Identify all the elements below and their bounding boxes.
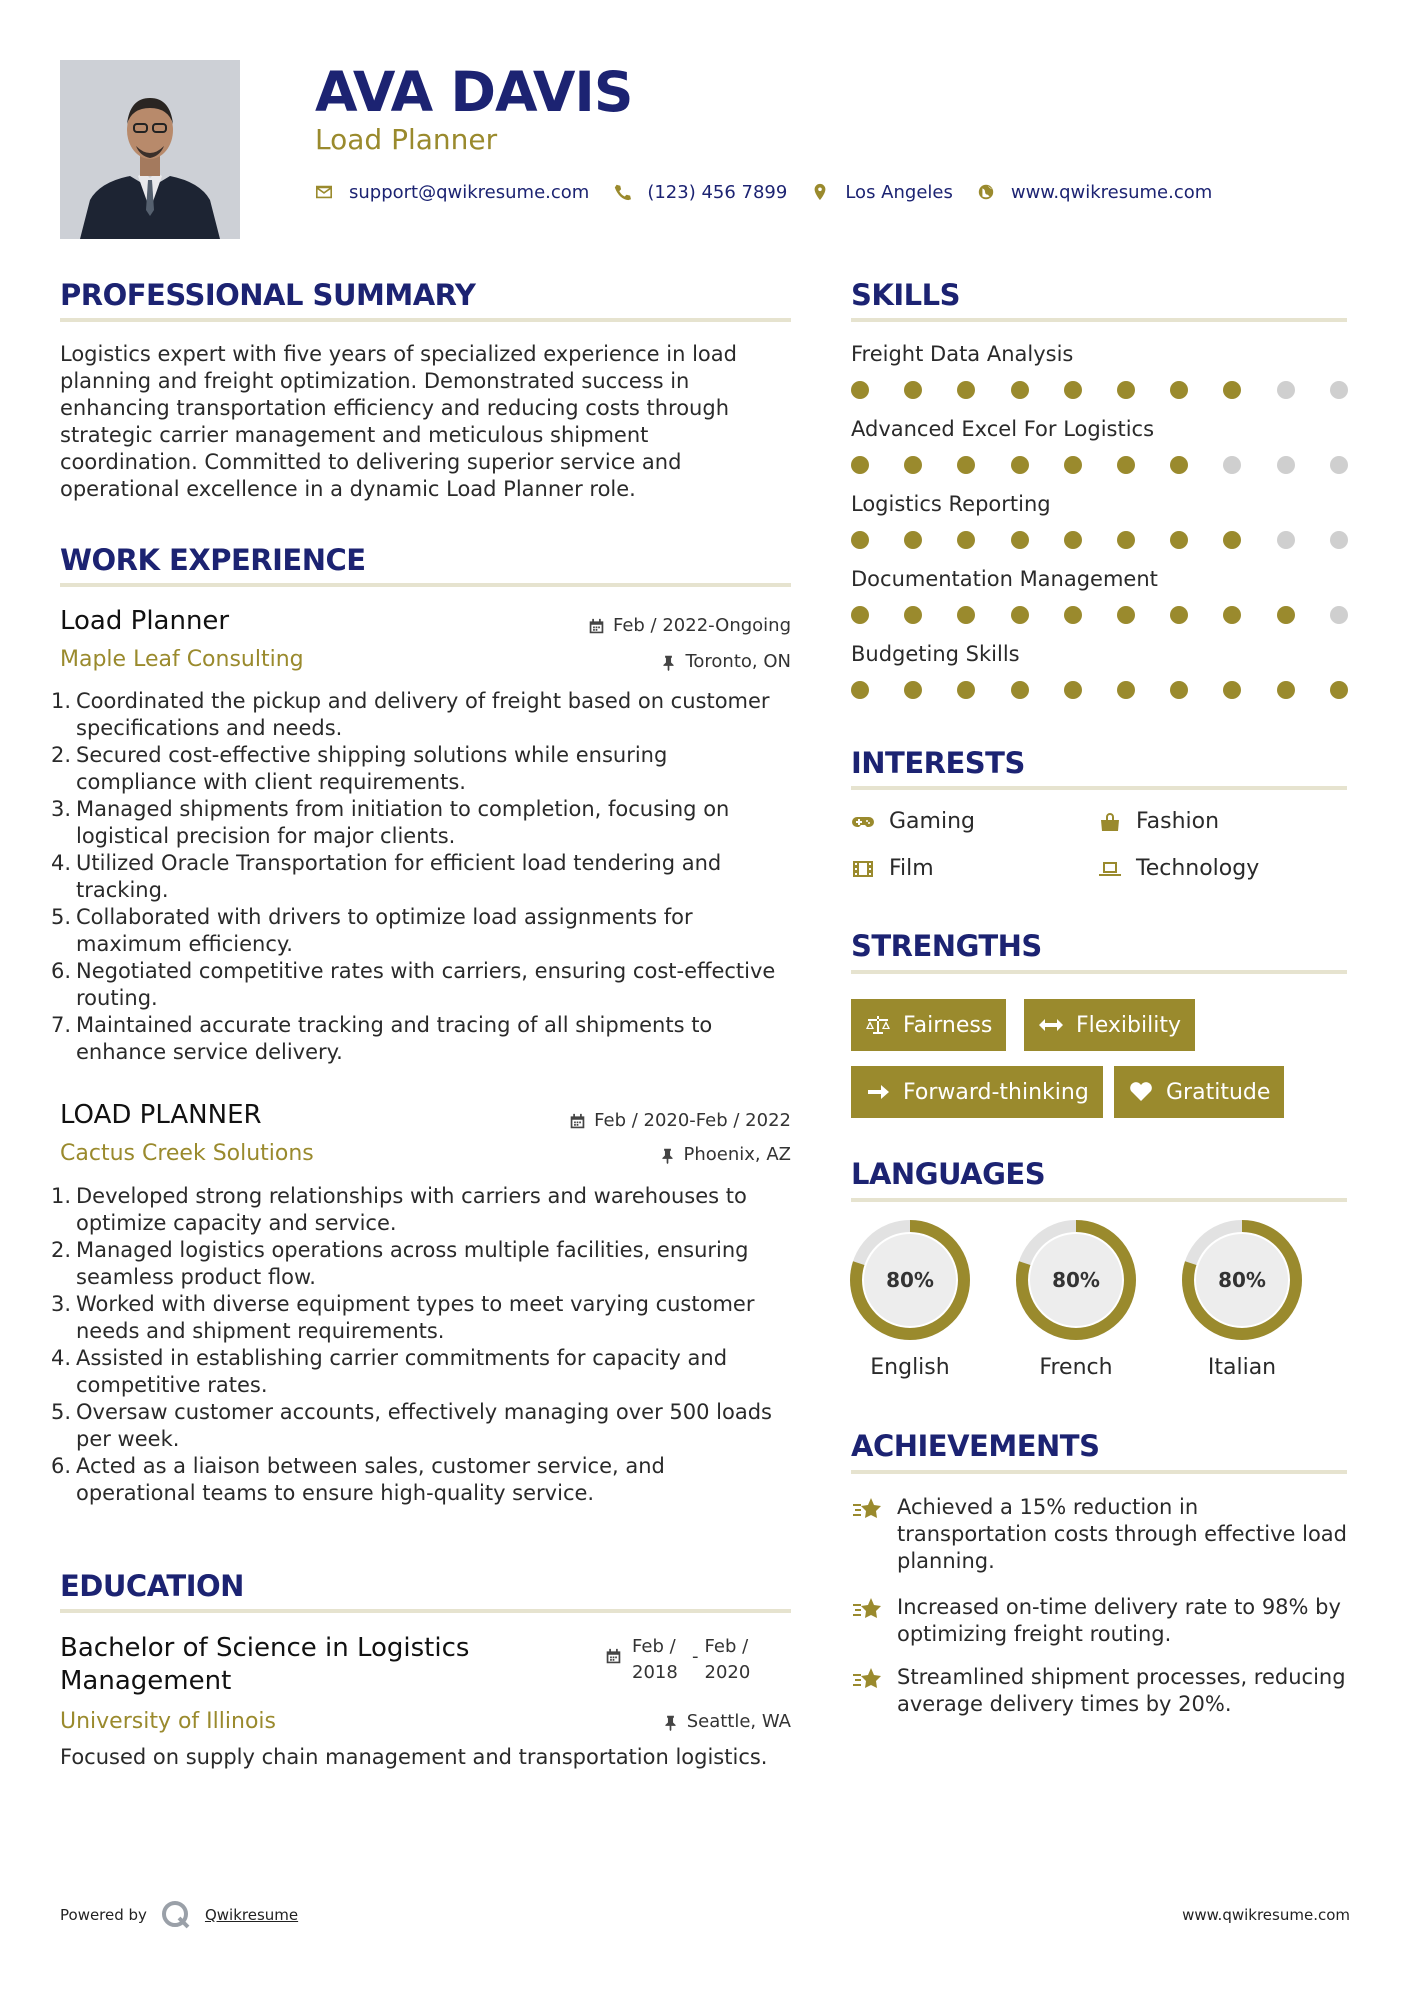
qwikresume-logo-icon [161,1900,191,1930]
skill-rating-dot [1223,456,1241,474]
skill-rating-dot [1064,681,1082,699]
skill-rating-dot [851,456,869,474]
film-icon [851,858,875,880]
skill-name: Budgeting Skills [851,642,1020,666]
education-divider [60,1609,791,1613]
strength-forward-thinking: Forward-thinking [851,1066,1103,1118]
contact-website[interactable] [977,182,1212,203]
interests-heading: INTERESTS [851,746,1025,780]
experience-heading: WORK EXPERIENCE [60,543,366,577]
strength-gratitude: Gratitude [1114,1066,1284,1118]
skill-rating-dot [1011,531,1029,549]
skill-rating-dot [1064,531,1082,549]
list-item: 7. Maintained accurate tracking and tracing of all shipments to enhance service delivery. [51,1013,713,1064]
skill-rating-dot [1330,606,1348,624]
interest-technology: Technology [1098,855,1259,883]
skill-rating-dot [1117,381,1135,399]
strengths-divider [851,970,1347,974]
language-french [1014,1218,1138,1382]
language-name: French [1039,1355,1113,1380]
skill-rating-dot [1223,681,1241,699]
shooting-star-icon [851,1664,883,1694]
list-item: 2. Managed logistics operations across multiple facilities, ensuring seamless product flow. [51,1238,749,1289]
interest-fashion: Fashion [1098,808,1219,836]
calendar-icon [605,1648,622,1665]
job-bullets [51,688,791,1066]
shopping-bag-icon [1098,811,1122,833]
date-separator: - [692,1646,699,1667]
strength-flexibility: Flexibility [1024,999,1195,1051]
achievement-item: Increased on-time delivery rate to 98% by optimizing freight routing. [851,1594,1351,1648]
summary-divider [60,318,791,322]
skill-rating-dot [1170,606,1188,624]
skill-rating-dot [957,606,975,624]
achievements-heading: ACHIEVEMENTS [851,1429,1100,1463]
skill-rating-dot [904,531,922,549]
language-percent: 80% [1218,1268,1266,1292]
skill-rating-dot [957,381,975,399]
language-name: English [870,1355,950,1380]
list-item: 1. Coordinated the pickup and delivery of freight based on customer specifications and needs. [51,689,770,740]
language-italian [1180,1218,1304,1382]
qwikresume-link[interactable]: Qwikresume [204,1906,299,1924]
skill-rating-dot [1277,531,1295,549]
email-text: support@qwikresume.com [349,181,590,203]
education-end: Feb / 2020 [704,1636,751,1683]
language-name: Italian [1207,1355,1277,1380]
skill-rating-dot [1011,606,1029,624]
skill-rating-dot [1011,681,1029,699]
skill-rating-dot [1277,606,1295,624]
skill-rating-dot [1170,456,1188,474]
calendar-icon [588,618,605,635]
degree-title: Bachelor of Science in Logistics Management [60,1633,470,1696]
skill-rating [851,381,1347,399]
skill-rating-dot [1117,531,1135,549]
languages-divider [851,1198,1347,1202]
laptop-icon [1098,858,1122,880]
candidate-role: Load Planner [315,123,498,156]
footer-website[interactable]: www.qwikresume.com [1182,1906,1350,1924]
list-item: 6. Acted as a liaison between sales, customer service, and operational teams to ensure high-quality service. [51,1454,665,1505]
gamepad-icon [851,811,875,833]
skill-rating-dot [1117,456,1135,474]
skills-heading: SKILLS [851,278,960,312]
map-marker-icon [811,183,829,201]
contact-bar [315,178,1236,206]
language-english [848,1218,972,1382]
website-text: www.qwikresume.com [1010,181,1213,203]
pushpin-icon [662,1714,679,1731]
school-location: Seattle, WA [480,1711,791,1733]
job-location: Toronto, ON [480,651,791,673]
skill-name: Advanced Excel For Logistics [851,417,1155,441]
skill-rating-dot [1011,456,1029,474]
strengths-heading: STRENGTHS [851,929,1042,963]
skill-rating-dot [851,531,869,549]
job-title: LOAD PLANNER [60,1100,262,1130]
job-date: Feb / 2020-Feb / 2022 [480,1110,791,1132]
interest-film: Film [851,855,934,883]
skill-rating-dot [1223,606,1241,624]
skill-rating-dot [957,681,975,699]
skill-rating-dot [904,456,922,474]
skill-rating-dot [904,606,922,624]
list-item: 5. Oversaw customer accounts, effectively managing over 500 loads per week. [51,1400,772,1451]
skill-rating-dot [1011,381,1029,399]
skill-rating-dot [1117,606,1135,624]
pushpin-icon [659,1147,676,1164]
skill-rating-dot [851,681,869,699]
contact-phone[interactable] [613,182,787,203]
skill-rating-dot [1330,531,1348,549]
skill-rating-dot [1277,456,1295,474]
shooting-star-icon [851,1594,883,1624]
skill-rating-dot [851,606,869,624]
education-dates [605,1634,757,1686]
skill-rating-dot [1064,456,1082,474]
list-item: 4. Utilized Oracle Transportation for efficient load tendering and tracking. [51,851,722,902]
profile-photo [60,60,240,239]
envelope-icon [315,183,333,201]
footer-powered-by: Powered by Qwikresume [60,1900,298,1930]
skill-rating [851,681,1347,699]
pushpin-icon [660,654,677,671]
skill-rating-dot [1170,381,1188,399]
company-name: Maple Leaf Consulting [60,647,304,672]
skill-rating-dot [957,531,975,549]
skill-rating-dot [1330,381,1348,399]
education-description: Focused on supply chain management and transportation logistics. [60,1745,768,1769]
phone-text: (123) 456 7899 [647,181,788,203]
skill-rating-dot [1064,606,1082,624]
interest-gaming: Gaming [851,808,975,836]
strength-fairness: Fairness [851,999,1006,1051]
skill-name: Documentation Management [851,567,1158,591]
achievements-divider [851,1470,1347,1474]
achievement-item: Achieved a 15% reduction in transportation costs through effective load planning. [851,1494,1351,1575]
skill-rating-dot [851,381,869,399]
language-percent: 80% [1052,1268,1100,1292]
job-title: Load Planner [60,606,230,636]
skill-rating-dot [1170,531,1188,549]
education-start: Feb / 2018 [632,1636,678,1683]
arrow-right-icon [865,1081,891,1103]
list-item: 6. Negotiated competitive rates with carriers, ensuring cost-effective routing. [51,959,776,1010]
company-name: Cactus Creek Solutions [60,1141,314,1166]
language-percent: 80% [886,1268,934,1292]
arrows-horizontal-icon [1038,1014,1064,1036]
interests-divider [851,786,1347,790]
heart-icon [1128,1081,1154,1103]
skill-rating-dot [1277,381,1295,399]
skill-rating-dot [1064,381,1082,399]
job-bullets [51,1183,791,1507]
location-text: Los Angeles [845,181,953,203]
list-item: 3. Worked with diverse equipment types to meet varying customer needs and shipment requirements. [51,1292,755,1343]
list-item: 2. Secured cost-effective shipping solutions while ensuring compliance with client requirements. [51,743,668,794]
skill-rating-dot [904,381,922,399]
skill-rating [851,606,1347,624]
skill-rating-dot [1277,681,1295,699]
list-item: 1. Developed strong relationships with carriers and warehouses to optimize capacity and service. [51,1184,747,1235]
education-heading: EDUCATION [60,1569,244,1603]
achievement-item: Streamlined shipment processes, reducing average delivery times by 20%. [851,1664,1351,1718]
skill-rating-dot [957,456,975,474]
calendar-icon [569,1113,586,1130]
experience-divider [60,583,791,587]
skill-rating-dot [1330,456,1348,474]
skill-rating-dot [1330,681,1348,699]
skill-rating-dot [1117,681,1135,699]
skills-divider [851,318,1347,322]
candidate-name: AVA DAVIS [315,60,633,124]
job-date: Feb / 2022-Ongoing [480,615,791,637]
balance-scale-icon [865,1014,891,1036]
languages-heading: LANGUAGES [851,1157,1046,1191]
list-item: 5. Collaborated with drivers to optimize load assignments for maximum efficiency. [51,905,693,956]
school-name: University of Illinois [60,1709,276,1734]
skill-rating-dot [1223,531,1241,549]
skill-rating-dot [904,681,922,699]
list-item: 4. Assisted in establishing carrier commitments for capacity and competitive rates. [51,1346,728,1397]
shooting-star-icon [851,1494,883,1524]
globe-icon [977,183,995,201]
contact-email[interactable] [315,182,589,203]
phone-icon [613,183,631,201]
skill-rating [851,531,1347,549]
skill-rating-dot [1223,381,1241,399]
summary-text: Logistics expert with five years of specialized experience in load planning and freight optimization. Demonstrated success in enhancing transportation efficiency and reducing costs through strategic carrier management and meticulous shipment coordination. Committed to delivering superior service and operational excellence in a dynamic Load Planner role. [60,342,737,501]
skill-name: Freight Data Analysis [851,342,1074,366]
skill-rating-dot [1170,681,1188,699]
summary-heading: PROFESSIONAL SUMMARY [60,278,476,312]
skill-rating [851,456,1347,474]
contact-location [811,182,953,203]
skill-name: Logistics Reporting [851,492,1051,516]
list-item: 3. Managed shipments from initiation to completion, focusing on logistical precision for major clients. [51,797,730,848]
job-location: Phoenix, AZ [480,1144,791,1166]
